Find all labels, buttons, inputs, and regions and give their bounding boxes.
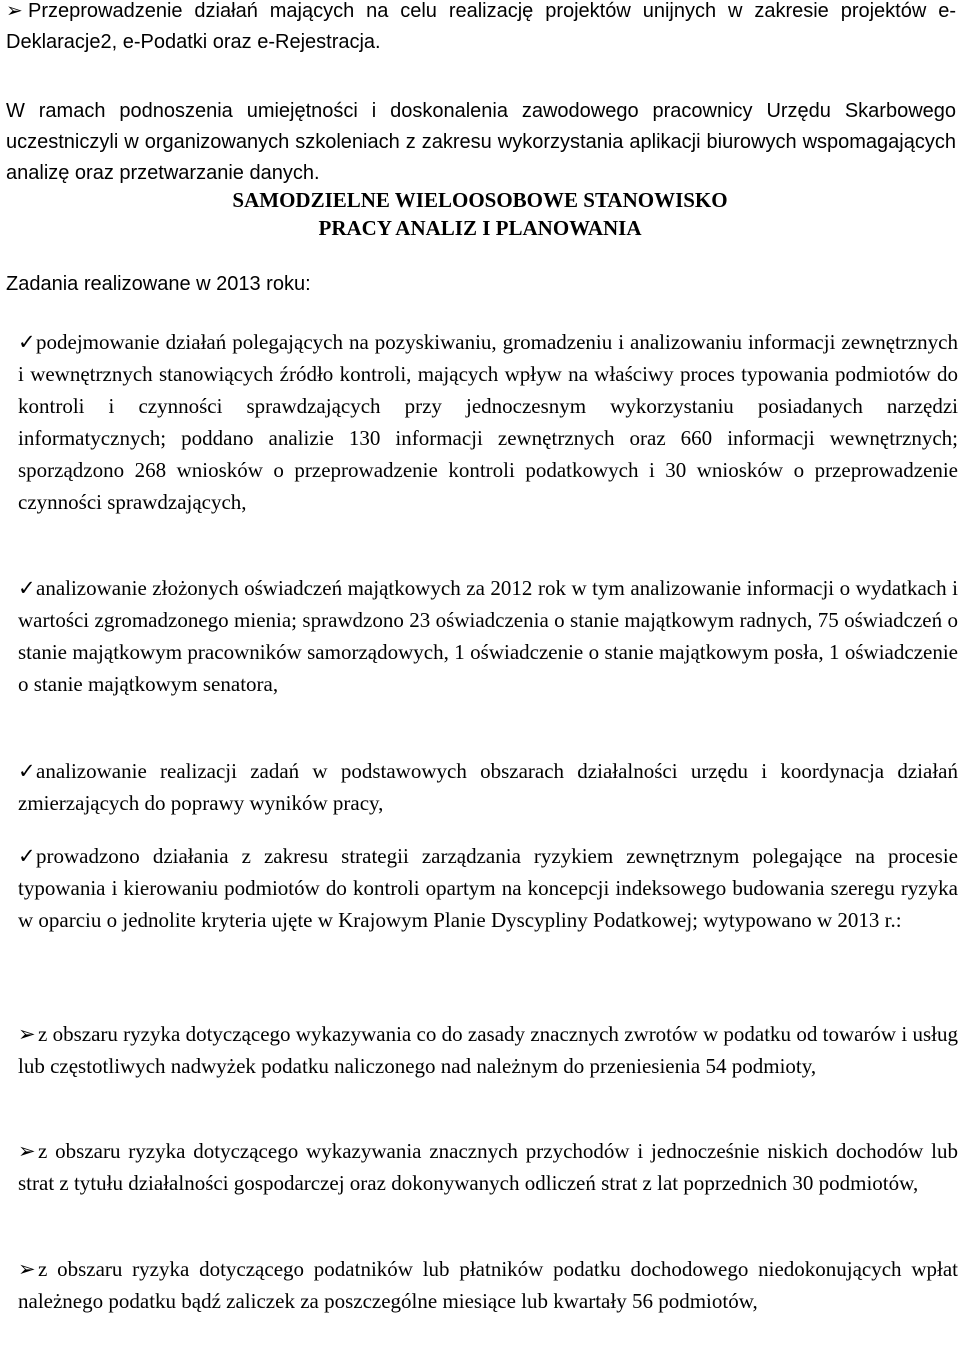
arrow-item: [18, 1018, 958, 1082]
checkmark-icon: ✓: [18, 759, 36, 783]
check-item-text: prowadzono działania z zakresu strategii zarządzania ryzykiem zewnętrznym polegające na procesie typowania i kierowaniu podmiotów do kontroli opartym na koncepcji indeksowego budowania szeregu ryzyka w oparciu o jednolite kryteria ujęte w Krajowym Planie Dyscypliny Podatkowej; wytypowano w 2013 r.:: [18, 844, 958, 932]
arrow-bullet-icon: ➢: [18, 1257, 36, 1281]
check-item-text: podejmowanie działań polegających na pozyskiwaniu, gromadzeniu i analizowaniu informacji zewnętrznych i wewnętrznych stanowiących źródło kontroli, mających wpływ na właściwy proces typowania podmiotów do kontroli i czynności sprawdzających przy jednoczesnym wykorzystaniu posiadanych narzędzi informatycznych; poddano analizie 130 informacji zewnętrznych oraz 660 informacji wewnętrznych; sporządzono 268 wniosków o przeprowadzenie kontroli podatkowych i 30 wniosków o przeprowadzenie czynności sprawdzających,: [18, 330, 958, 514]
section-title-line2: PRACY ANALIZ I PLANOWANIA: [318, 216, 642, 240]
intro-bullet-text: Przeprowadzenie działań mających na celu realizację projektów unijnych w zakresie projektów e-Deklaracje2, e-Podatki oraz e-Rejestracja.: [6, 0, 956, 53]
check-item: [18, 572, 958, 700]
tasks-intro: Zadania realizowane w 2013 roku:: [6, 273, 311, 295]
check-item: [18, 326, 958, 518]
check-item-text: analizowanie realizacji zadań w podstawowych obszarach działalności urzędu i koordynacja działań zmierzających do poprawy wyników pracy,: [18, 759, 958, 815]
arrow-item: [18, 1135, 958, 1199]
check-item-text: analizowanie złożonych oświadczeń majątkowych za 2012 rok w tym analizowanie informacji o wydatkach i wartości zgromadzonego mienia; sprawdzono 23 oświadczenia o stanie majątkowym radnych, 75 oświadczeń o stanie majątkowym pracowników samorządowych, 1 oświadczenie o stanie majątkowym posła, 1 oświadczenie o stanie majątkowym senatora,: [18, 576, 958, 696]
check-item: [18, 755, 958, 819]
section-title-line1: SAMODZIELNE WIELOOSOBOWE STANOWISKO: [232, 188, 728, 212]
intro-paragraph: W ramach podnoszenia umiejętności i doskonalenia zawodowego pracownicy Urzędu Skarbowego uczestniczyli w organizowanych szkoleniach z zakresu wykorzystania aplikacji biurowych wspomagających analizę oraz przetwarzanie danych.: [6, 100, 956, 184]
checkmark-icon: ✓: [18, 330, 36, 354]
arrow-bullet-icon: ➢: [18, 1022, 36, 1046]
arrow-item-text: z obszaru ryzyka dotyczącego podatników lub płatników podatku dochodowego niedokonujących wpłat należnego podatku bądź zaliczek za poszczególne miesiące lub kwartały 56 podmiotów,: [18, 1257, 958, 1313]
arrow-item-text: z obszaru ryzyka dotyczącego wykazywania co do zasady znacznych zwrotów w podatku od towarów i usług lub częstotliwych nadwyżek podatku naliczonego nad należnym do przeniesienia 54 podmioty,: [18, 1022, 958, 1078]
checkmark-icon: ✓: [18, 844, 36, 868]
arrow-item: [18, 1253, 958, 1317]
arrow-item-text: z obszaru ryzyka dotyczącego wykazywania znacznych przychodów i jednocześnie niskich dochodów lub strat z tytułu działalności gospodarczej oraz dokonywanych odliczeń strat z lat poprzednich 30 podmiotów,: [18, 1139, 958, 1195]
arrow-bullet-icon: ➢: [6, 0, 23, 22]
arrow-bullet-icon: ➢: [18, 1139, 36, 1163]
check-item: [18, 840, 958, 936]
checkmark-icon: ✓: [18, 576, 36, 600]
intro-bullet: [6, 0, 956, 58]
